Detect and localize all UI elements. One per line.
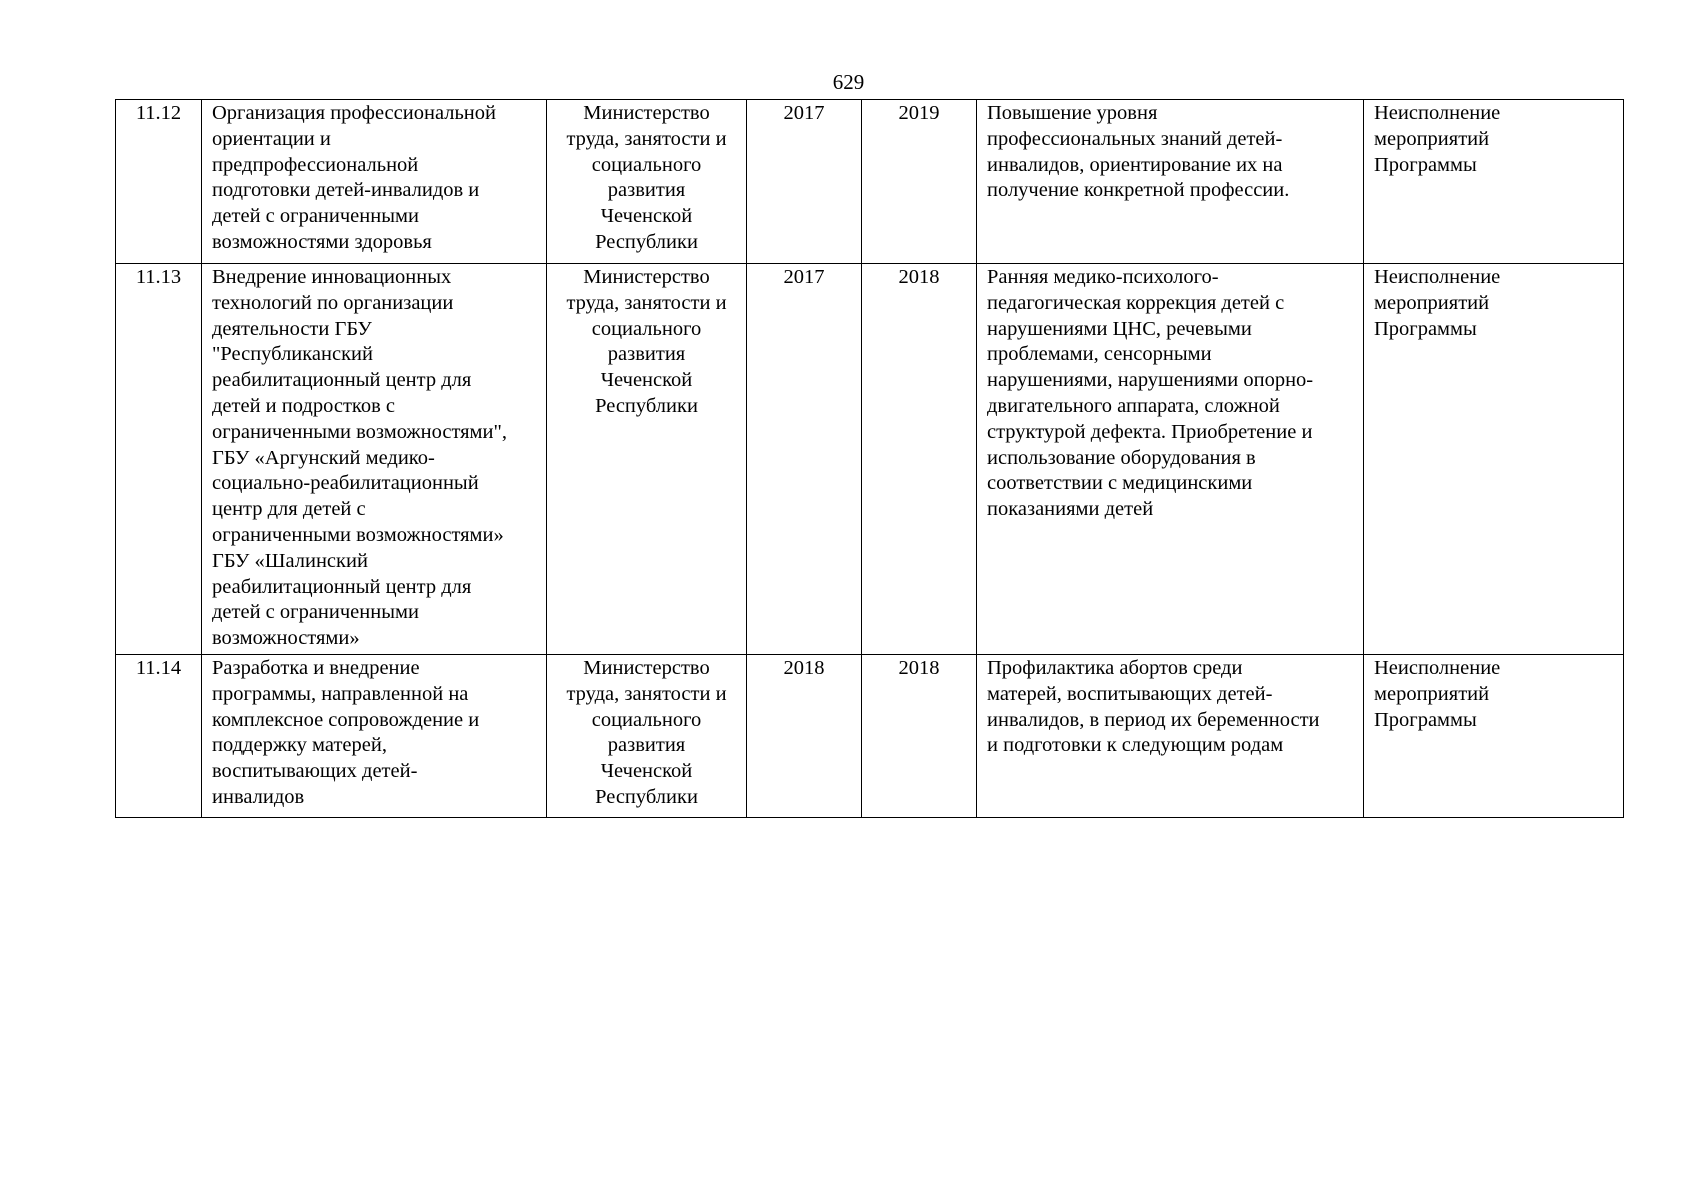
row-number-cell: 11.14 — [116, 654, 202, 817]
end-year-cell: 2019 — [862, 100, 977, 264]
measure-name-cell: Внедрение инновационных технологий по организации деятельности ГБУ "Республиканский реабилитационный центр для детей и подростков с ограниченными возможностями", ГБУ «Аргунский медико- социально-реабилитационный центр для детей с ограниченными возможностями» ГБУ «Шалинский реабилитационный центр для детей с ограниченными возможностями» — [202, 264, 547, 655]
executor-cell: Министерство труда, занятости и социального развития Чеченской Республики — [547, 654, 747, 817]
end-year-cell: 2018 — [862, 264, 977, 655]
risk-cell: Неисполнение мероприятий Программы — [1364, 100, 1624, 264]
page-number: 629 — [832, 70, 865, 94]
table-row — [116, 654, 1624, 817]
expected-result-cell: Профилактика абортов среди матерей, воспитывающих детей- инвалидов, в период их беременности и подготовки к следующим родам — [977, 654, 1364, 817]
expected-result-cell: Повышение уровня профессиональных знаний детей- инвалидов, ориентирование их на получение конкретной профессии. — [977, 100, 1364, 264]
risk-cell: Неисполнение мероприятий Программы — [1364, 264, 1624, 655]
measure-name-cell: Организация профессиональной ориентации и предпрофессиональной подготовки детей-инвалидов и детей с ограниченными возможностями здоровья — [202, 100, 547, 264]
end-year-cell: 2018 — [862, 654, 977, 817]
row-number-cell: 11.13 — [116, 264, 202, 655]
risk-cell: Неисполнение мероприятий Программы — [1364, 654, 1624, 817]
table-row — [116, 100, 1624, 264]
executor-cell: Министерство труда, занятости и социального развития Чеченской Республики — [547, 100, 747, 264]
start-year-cell: 2018 — [747, 654, 862, 817]
start-year-cell: 2017 — [747, 100, 862, 264]
measure-name-cell: Разработка и внедрение программы, направленной на комплексное сопровождение и поддержку матерей, воспитывающих детей- инвалидов — [202, 654, 547, 817]
executor-cell: Министерство труда, занятости и социального развития Чеченской Республики — [547, 264, 747, 655]
table-row — [116, 264, 1624, 655]
row-number-cell: 11.12 — [116, 100, 202, 264]
expected-result-cell: Ранняя медико-психолого- педагогическая коррекция детей с нарушениями ЦНС, речевыми проблемами, сенсорными нарушениями, нарушениями опорно- двигательного аппарата, сложной структурой дефекта. Приобретение и использование оборудования в соответствии с медицинскими показаниями детей — [977, 264, 1364, 655]
start-year-cell: 2017 — [747, 264, 862, 655]
measures-table — [115, 99, 1624, 818]
